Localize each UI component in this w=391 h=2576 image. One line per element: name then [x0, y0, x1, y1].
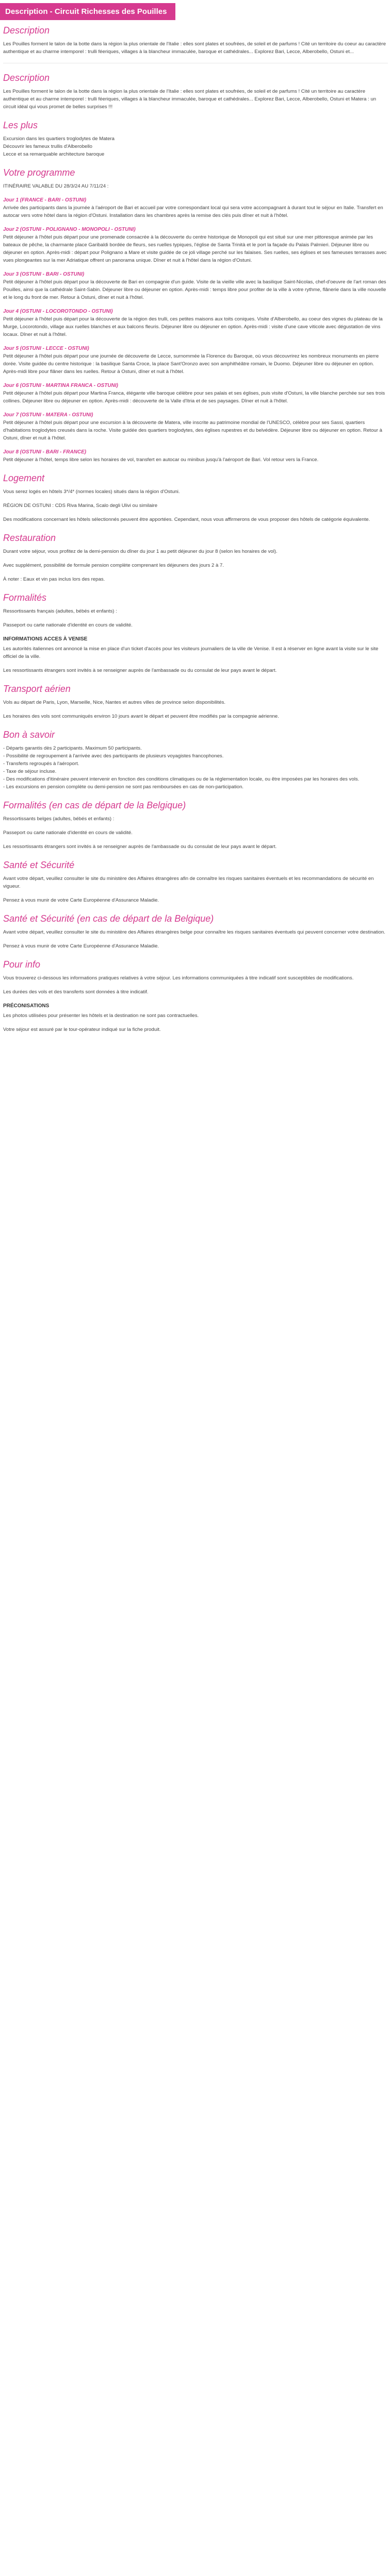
restauration-line: Durant votre séjour, vous profitez de la demi-pension du dîner du jour 1 au petit déjeuner du jour 8 (selon les horaires de vol). — [3, 549, 278, 554]
programme-title: Votre programme — [3, 167, 75, 178]
programme-day — [3, 226, 388, 264]
aerien-line: Les horaires des vols sont communiqués environ 10 jours avant le départ et peuvent être modifiés par la compagnie aérienne. — [3, 714, 279, 719]
formalites-paragraph: Passeport ou carte nationale d'identité en cours de validité. — [3, 622, 133, 628]
info-paragraph: Les photos utilisées pour présenter les hôtels et la destination ne sont pas contractuelles. — [3, 1013, 199, 1019]
plus-item: Excursion dans les quartiers troglodytes de Matera — [3, 136, 115, 142]
programme-day — [3, 196, 388, 219]
formalites-paragraph: Les ressortissants étrangers sont invités à se renseigner auprès de l'ambassade ou du consulat de leur pays avant le départ. — [3, 668, 277, 673]
bon-list — [3, 744, 388, 791]
sante-title: Santé et Sécurité — [3, 860, 75, 870]
logement-title: Logement — [3, 473, 45, 483]
day-text: Petit déjeuner à l'hôtel puis départ pour Martina Franca, élégante ville baroque célèbre pour ses palais et ses églises, puis visite d'Ostuni, la ville blanche perchée sur ses trois collines. Déjeuner libre ou déjeuner en option. Après-midi : découverte de la Valle d'Itria et de ses paysages. Dîner et nuit à l'hôtel. — [3, 391, 385, 404]
bon-title: Bon à savoir — [3, 730, 55, 740]
info-paragraph: Vous trouverez ci-dessous les informations pratiques relatives à votre séjour. Les informations communiquées à titre indicatif sont susceptibles de modifications. — [3, 975, 354, 981]
plus-item: Lecce et sa remarquable architecture baroque — [3, 151, 105, 157]
page — [0, 3, 391, 1033]
page-header — [0, 3, 175, 20]
info-paragraph: Les durées des vols et des transferts sont données à titre indicatif. — [3, 989, 149, 995]
bon-item: - Départs garantis dès 2 participants. Maximum 50 participants. — [3, 745, 142, 751]
plus-title: Les plus — [3, 120, 38, 130]
info-subtitle: PRÉCONISATIONS — [3, 1003, 50, 1009]
info-title: Pour info — [3, 959, 41, 970]
restauration-line: À noter : Eaux et vin pas inclus lors des repas. — [3, 577, 105, 582]
day-text: Petit déjeuner à l'hôtel puis départ pour la découverte de Bari en compagnie d'un guide. Visite de la vieille ville avec la basilique Saint-Nicolas, chef-d'oeuvre de l'art roman des Pouilles, ainsi que la cathédrale Saint-Sabin. Déjeuner libre ou déjeuner en option. Après-midi : temps libre pour profiter de la ville à votre rythme, flânerie dans la ville nouvelle et le long du front de mer. Retour à Ostuni, dîner et nuit à l'hôtel. — [3, 279, 386, 300]
day-text: Arrivée des participants dans la journée à l'aéroport de Bari et accueil par votre correspondant local qui sera votre accompagnant à durant tout le séjour en Italie. Transfert en autocar vers votre hôtel dans la région d'Ostuni. Installation dans les chambres après la remise des clés puis dîner et nuit à l'hôtel. — [3, 205, 383, 218]
day-text: Petit déjeuner à l'hôtel puis départ pour une journée de découverte de Lecce, surnommée la Florence du Baroque, où vous découvrirez les nombreux monuments en pierre dorée. Visite guidée du centre historique : la basilique Santa Croce, la place Sant'Oronzo avec son amphithéâtre romain, le Duomo. Déjeuner libre ou déjeuner en option. Après-midi libre pour flâner dans les ruelles. Retour à Ostuni, dîner et nuit à l'hôtel. — [3, 353, 379, 375]
formalites-belgique-paragraph: Passeport ou carte nationale d'identité en cours de validité. — [3, 830, 133, 836]
plus-list — [3, 135, 388, 158]
description-paragraph: Les Pouilles forment le talon de la botte dans la région la plus orientale de l'Italie : elles sont plates et soufrées, de soleil et de parfums ! Cité un territoire du coeur au caractère authentique et au charme intemporel : trulli féeriques, villages à la blancheur immaculée, baroque et cathédrales... Explorez Bari, Lecce, Alberobello, Ostuni et... — [3, 41, 386, 55]
day-text: Petit déjeuner à l'hôtel puis départ pour la découverte de la région des trulli, ces petites maisons aux toits coniques. Visite d'Alberobello, au coeur des vignes du plateau de la Murge, Locorotondo, village aux ruelles blanches et aux balcons fleuris. Déjeuner libre ou déjeuner en option. Après-midi : visite d'une cave viticole avec dégustation de vins locaux. Dîner et nuit à l'hôtel. — [3, 316, 383, 337]
bon-item: - Taxe de séjour incluse. — [3, 769, 57, 774]
day-text: Petit déjeuner à l'hôtel puis départ pour une promenade consacrée à la découverte du centre historique de Monopoli qui est situé sur une mer pittoresque animée par les bateaux de pêche, la charmante place Garibaldi bordée de fleurs, ses ruelles typiques, l'église de Santa Trinità et le port la façade du Palais Palmieri. Déjeuner libre ou déjeuner en option. Après-midi : départ pour Polignano a Mare et visite guidée de ce joli village perché sur les falaises. Ses ruelles, ses églises et ses fameuses terrasses avec vues plongeantes sur la mer Adriatique offrent un panorama unique. Dîner et nuit à l'hôtel dans la région d'Ostuni. — [3, 234, 387, 263]
plus-item: Découvrir les fameux trullis d'Alberobello — [3, 144, 92, 149]
day-title: Jour 4 (OSTUNI - LOCOROTONDO - OSTUNI) — [3, 309, 113, 314]
programme-day — [3, 448, 388, 464]
day-text: Petit déjeuner à l'hôtel, temps libre selon les horaires de vol, transfert en autocar ou minibus jusqu'à l'aéroport de Bari. Vol retour vers la France. — [3, 457, 319, 463]
description-title-repeat: Description — [3, 73, 50, 83]
formalites-belgique-paragraph: Ressortissants belges (adultes, bébés et enfants) : — [3, 816, 115, 822]
aerien-title: Transport aérien — [3, 684, 71, 694]
day-title: Jour 1 (FRANCE - BARI - OSTUNI) — [3, 197, 87, 203]
day-title: Jour 7 (OSTUNI - MATERA - OSTUNI) — [3, 412, 93, 418]
day-title: Jour 6 (OSTUNI - MARTINA FRANCA - OSTUNI) — [3, 383, 118, 388]
programme-day — [3, 382, 388, 405]
logement-line: RÉGION DE OSTUNI : CDS Riva Marina, Scalo degli Ulivi ou similaire — [3, 503, 158, 509]
programme-day — [3, 411, 388, 442]
logement-note: Des modifications concernant les hôtels sélectionnés peuvent être apportées. Cependant, nous vous affirmerons de vous proposer des hôtels de catégorie équivalente. — [3, 517, 370, 522]
day-title: Jour 5 (OSTUNI - LECCE - OSTUNI) — [3, 346, 89, 351]
sante-line: Pensez à vous munir de votre Carte Européenne d'Assurance Maladie. — [3, 897, 159, 903]
content — [0, 25, 391, 1033]
bon-item: - Les excursions en pension complète ou demi-pension ne sont pas remboursées en cas de non-participation. — [3, 784, 244, 790]
formalites-belgique-paragraph: Les ressortissants étrangers sont invités à se renseigner auprès de l'ambassade ou du consulat de leur pays avant le départ. — [3, 844, 277, 850]
programme-day — [3, 345, 388, 376]
programme-day — [3, 308, 388, 338]
logement-line: Vous serez logés en hôtels 3*/4* (normes locales) situés dans la région d'Ostuni. — [3, 489, 180, 495]
description-title: Description — [3, 25, 50, 36]
day-title: Jour 3 (OSTUNI - BARI - OSTUNI) — [3, 272, 85, 277]
info-paragraph: Votre séjour est assuré par le tour-opérateur indiqué sur la fiche produit. — [3, 1027, 161, 1032]
programme-validity: ITINÉRAIRE VALABLE DU 28/3/24 AU 7/11/24 : — [3, 183, 109, 189]
formalites-paragraph: Ressortissants français (adultes, bébés et enfants) : — [3, 608, 117, 614]
formalites-title: Formalités — [3, 592, 47, 603]
programme-day — [3, 270, 388, 301]
day-title: Jour 2 (OSTUNI - POLIGNANO - MONOPOLI - OSTUNI) — [3, 227, 136, 232]
aerien-line: Vols au départ de Paris, Lyon, Marseille, Nice, Nantes et autres villes de province selon disponibilités. — [3, 700, 226, 705]
formalites-subtitle: INFORMATIONS ACCES À VENISE — [3, 636, 88, 642]
restauration-line: Avec supplément, possibilité de formule pension complète comprenant les déjeuners des jours 2 à 7. — [3, 563, 224, 568]
bon-item: - Des modifications d'itinéraire peuvent intervenir en fonction des conditions climatiques ou de la réglementation locale, ou être imposées par les horaires des vols. — [3, 776, 360, 782]
sante-belgique-line: Pensez à vous munir de votre Carte Européenne d'Assurance Maladie. — [3, 943, 159, 949]
formalites-belgique-title: Formalités (en cas de départ de la Belgique) — [3, 800, 186, 810]
page-title: Description - Circuit Richesses des Pouilles — [5, 7, 167, 16]
bon-item: - Possibilité de regroupement à l'arrivée avec des participants de plusieurs voyagistes francophones. — [3, 753, 224, 759]
restauration-title: Restauration — [3, 533, 56, 543]
description-paragraph: Les Pouilles forment le talon de la botte dans la région la plus orientale de l'Italie : elles sont plates et soufrées, de soleil et de parfums ! Cité un territoire au caractère authentique et au charme intemporel : trulli féeriques, villages à la blancheur immaculée, baroque et cathédrales... Explorez Bari, Lecce, Alberobello, Ostuni et Matera : un circuit idéal qui vous promet de belles surprises !!! — [3, 89, 377, 110]
day-text: Petit déjeuner à l'hôtel puis départ pour une excursion à la découverte de Matera, ville inscrite au patrimoine mondial de l'UNESCO, célèbre pour ses Sassi, quartiers d'habitations troglodytes creusés dans la roche. Visite guidée des quartiers troglodytes, des églises rupestres et du belvédère. Déjeuner libre ou déjeuner en option. Retour à Ostuni, dîner et nuit à l'hôtel. — [3, 420, 382, 441]
bon-item: - Transferts regroupés à l'aéroport. — [3, 761, 79, 767]
formalites-paragraph: Les autorités italiennes ont annoncé la mise en place d'un ticket d'accès pour les visiteurs journaliers de la ville de Venise. Il est à réserver en ligne avant la visite sur le site officiel de la ville. — [3, 646, 379, 659]
day-title: Jour 8 (OSTUNI - BARI - FRANCE) — [3, 449, 87, 455]
sante-belgique-line: Avant votre départ, veuillez consulter le site du ministère des Affaires étrangères belge pour connaître les risques sanitaires éventuels qui peuvent concerner votre destination. — [3, 929, 385, 935]
sante-line: Avant votre départ, veuillez consulter le site du ministère des Affaires étrangères afin de connaître les risques sanitaires éventuels et les recommandations de sécurité en vigueur. — [3, 876, 374, 889]
sante-belgique-title: Santé et Sécurité (en cas de départ de la Belgique) — [3, 913, 214, 924]
